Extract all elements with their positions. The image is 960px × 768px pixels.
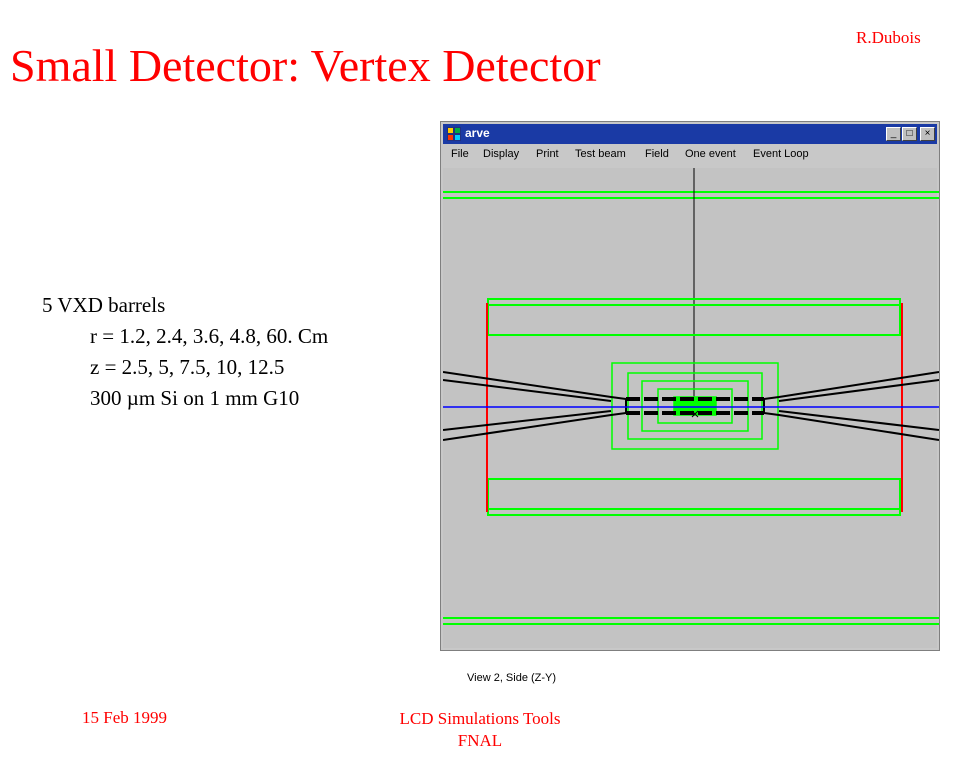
footer-date: 15 Feb 1999: [82, 708, 167, 727]
menu-file[interactable]: File: [451, 148, 469, 160]
bullet-list: [42, 290, 328, 414]
bullet-sub-radii: r = 1.2, 2.4, 3.6, 4.8, 60. Cm: [90, 324, 329, 348]
window-title: arve: [465, 126, 490, 140]
footer-lab: FNAL: [457, 731, 503, 750]
menu-one-event[interactable]: One event: [685, 148, 736, 160]
detector-view[interactable]: [443, 168, 937, 684]
mask-left-1: [443, 372, 626, 399]
menu-field[interactable]: Field: [645, 148, 669, 160]
menu-bar: [443, 146, 937, 166]
minimize-button[interactable]: _: [886, 127, 901, 141]
detector-side-view[interactable]: [443, 168, 939, 650]
menu-display[interactable]: Display: [483, 148, 520, 160]
mask-right-1: [764, 372, 939, 399]
view-status-label: View 2, Side (Z-Y): [467, 672, 557, 684]
close-button[interactable]: ×: [920, 127, 935, 141]
menu-test-beam[interactable]: Test beam: [575, 148, 626, 160]
bullet-sub-material: 300 µm Si on 1 mm G10: [90, 386, 300, 410]
mask-left-2: [443, 380, 611, 401]
author-name: R.Dubois: [856, 28, 921, 47]
footer-center: [380, 708, 580, 752]
footer-project: LCD Simulations Tools: [399, 709, 561, 728]
menu-print[interactable]: Print: [536, 148, 559, 160]
mask-right-2: [779, 380, 939, 401]
maximize-button[interactable]: □: [902, 127, 917, 141]
arve-app-icon: [447, 127, 461, 141]
bullet-main: 5 VXD barrels: [42, 293, 166, 317]
bullet-sub-lengths: z = 2.5, 5, 7.5, 10, 12.5: [90, 355, 285, 379]
menu-event-loop[interactable]: Event Loop: [753, 148, 809, 160]
slide-title: Small Detector: Vertex Detector: [10, 40, 601, 91]
window-titlebar[interactable]: [443, 124, 937, 144]
arve-window: [440, 121, 940, 684]
